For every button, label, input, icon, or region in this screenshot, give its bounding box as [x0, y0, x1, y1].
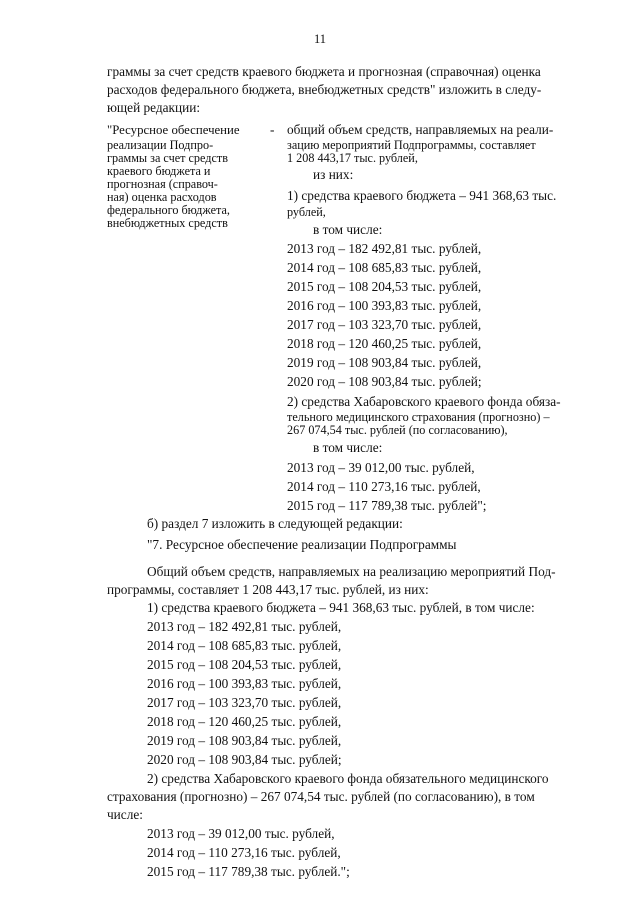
table-right-year: 2014 год – 108 685,83 тыс. рублей, — [287, 260, 482, 275]
intro-line-3: ющей редакции: — [107, 100, 201, 115]
table-left-line: "Ресурсное обеспечение — [107, 123, 240, 137]
table-left-line: краевого бюджета и — [107, 164, 211, 178]
section-title: "7. Ресурсное обеспечение реализации Подпрограммы — [147, 537, 457, 552]
table-right-year: 2015 год – 108 204,53 тыс. рублей, — [287, 279, 482, 294]
table-right-line: зацию мероприятий Подпрограммы, составляет — [287, 138, 536, 152]
body-year: 2015 год – 108 204,53 тыс. рублей, — [147, 657, 342, 672]
table-right-line: в том числе: — [313, 440, 383, 455]
table-right-line: из них: — [313, 167, 354, 182]
body-fund-line-2: страхования (прогнозно) – 267 074,54 тыс. рублей (по согласованию), в том — [107, 789, 535, 804]
table-right-year: 2013 год – 182 492,81 тыс. рублей, — [287, 241, 482, 256]
table-left-line: прогнозная (справоч- — [107, 177, 218, 191]
body-regional: 1) средства краевого бюджета – 941 368,63 тыс. рублей, в том числе: — [147, 600, 535, 615]
table-left-line: граммы за счет средств — [107, 151, 228, 165]
table-right-year: 2014 год – 110 273,16 тыс. рублей, — [287, 479, 481, 494]
table-right-line: в том числе: — [313, 222, 383, 237]
body-fund-line-3: числе: — [107, 807, 143, 822]
table-right-line: 1 208 443,17 тыс. рублей, — [287, 151, 418, 165]
table-right-line: рублей, — [287, 205, 326, 219]
intro-line-2: расходов федерального бюджета, внебюджетных средств" изложить в следу- — [107, 82, 542, 97]
intro-line-1: граммы за счет средств краевого бюджета и прогнозная (справочная) оценка — [107, 64, 541, 79]
table-left-line: внебюджетных средств — [107, 216, 228, 230]
table-right-line: тельного медицинского страхования (прогнозно) – — [287, 410, 550, 424]
table-right-year: 2019 год – 108 903,84 тыс. рублей, — [287, 355, 482, 370]
body-year: 2018 год – 120 460,25 тыс. рублей, — [147, 714, 342, 729]
body-fund-line-1: 2) средства Хабаровского краевого фонда обязательного медицинского — [147, 771, 549, 786]
body-year: 2015 год – 117 789,38 тыс. рублей."; — [147, 864, 350, 879]
body-year: 2014 год – 110 273,16 тыс. рублей, — [147, 845, 341, 860]
table-right-line: 267 074,54 тыс. рублей (по согласованию), — [287, 423, 508, 437]
body-year: 2017 год – 103 323,70 тыс. рублей, — [147, 695, 342, 710]
body-year: 2019 год – 108 903,84 тыс. рублей, — [147, 733, 342, 748]
table-right-year: 2016 год – 100 393,83 тыс. рублей, — [287, 298, 482, 313]
table-right-line: 2) средства Хабаровского краевого фонда обяза- — [287, 394, 561, 409]
table-right-line: 1) средства краевого бюджета – 941 368,63 тыс. — [287, 188, 557, 203]
table-right-year: 2018 год – 120 460,25 тыс. рублей, — [287, 336, 482, 351]
table-left-line: реализации Подпро- — [107, 138, 214, 152]
table-right-line: общий объем средств, направляемых на реали- — [287, 122, 554, 137]
table-right-year: 2015 год – 117 789,38 тыс. рублей"; — [287, 498, 487, 513]
body-total-line-1: Общий объем средств, направляемых на реализацию мероприятий Под- — [147, 564, 556, 579]
body-year: 2013 год – 182 492,81 тыс. рублей, — [147, 619, 342, 634]
page-number: 11 — [313, 32, 327, 46]
body-year: 2013 год – 39 012,00 тыс. рублей, — [147, 826, 335, 841]
table-right-year: 2017 год – 103 323,70 тыс. рублей, — [287, 317, 482, 332]
table-left-line: ная) оценка расходов — [107, 190, 217, 204]
table-dash: - — [270, 122, 275, 137]
item-b: б) раздел 7 изложить в следующей редакции: — [147, 516, 403, 531]
body-year: 2016 год – 100 393,83 тыс. рублей, — [147, 676, 342, 691]
body-total-line-2: программы, составляет 1 208 443,17 тыс. рублей, из них: — [107, 582, 429, 597]
table-right-year: 2013 год – 39 012,00 тыс. рублей, — [287, 460, 475, 475]
body-year: 2014 год – 108 685,83 тыс. рублей, — [147, 638, 342, 653]
table-left-line: федерального бюджета, — [107, 203, 230, 217]
body-year: 2020 год – 108 903,84 тыс. рублей; — [147, 752, 342, 767]
table-right-year: 2020 год – 108 903,84 тыс. рублей; — [287, 374, 482, 389]
